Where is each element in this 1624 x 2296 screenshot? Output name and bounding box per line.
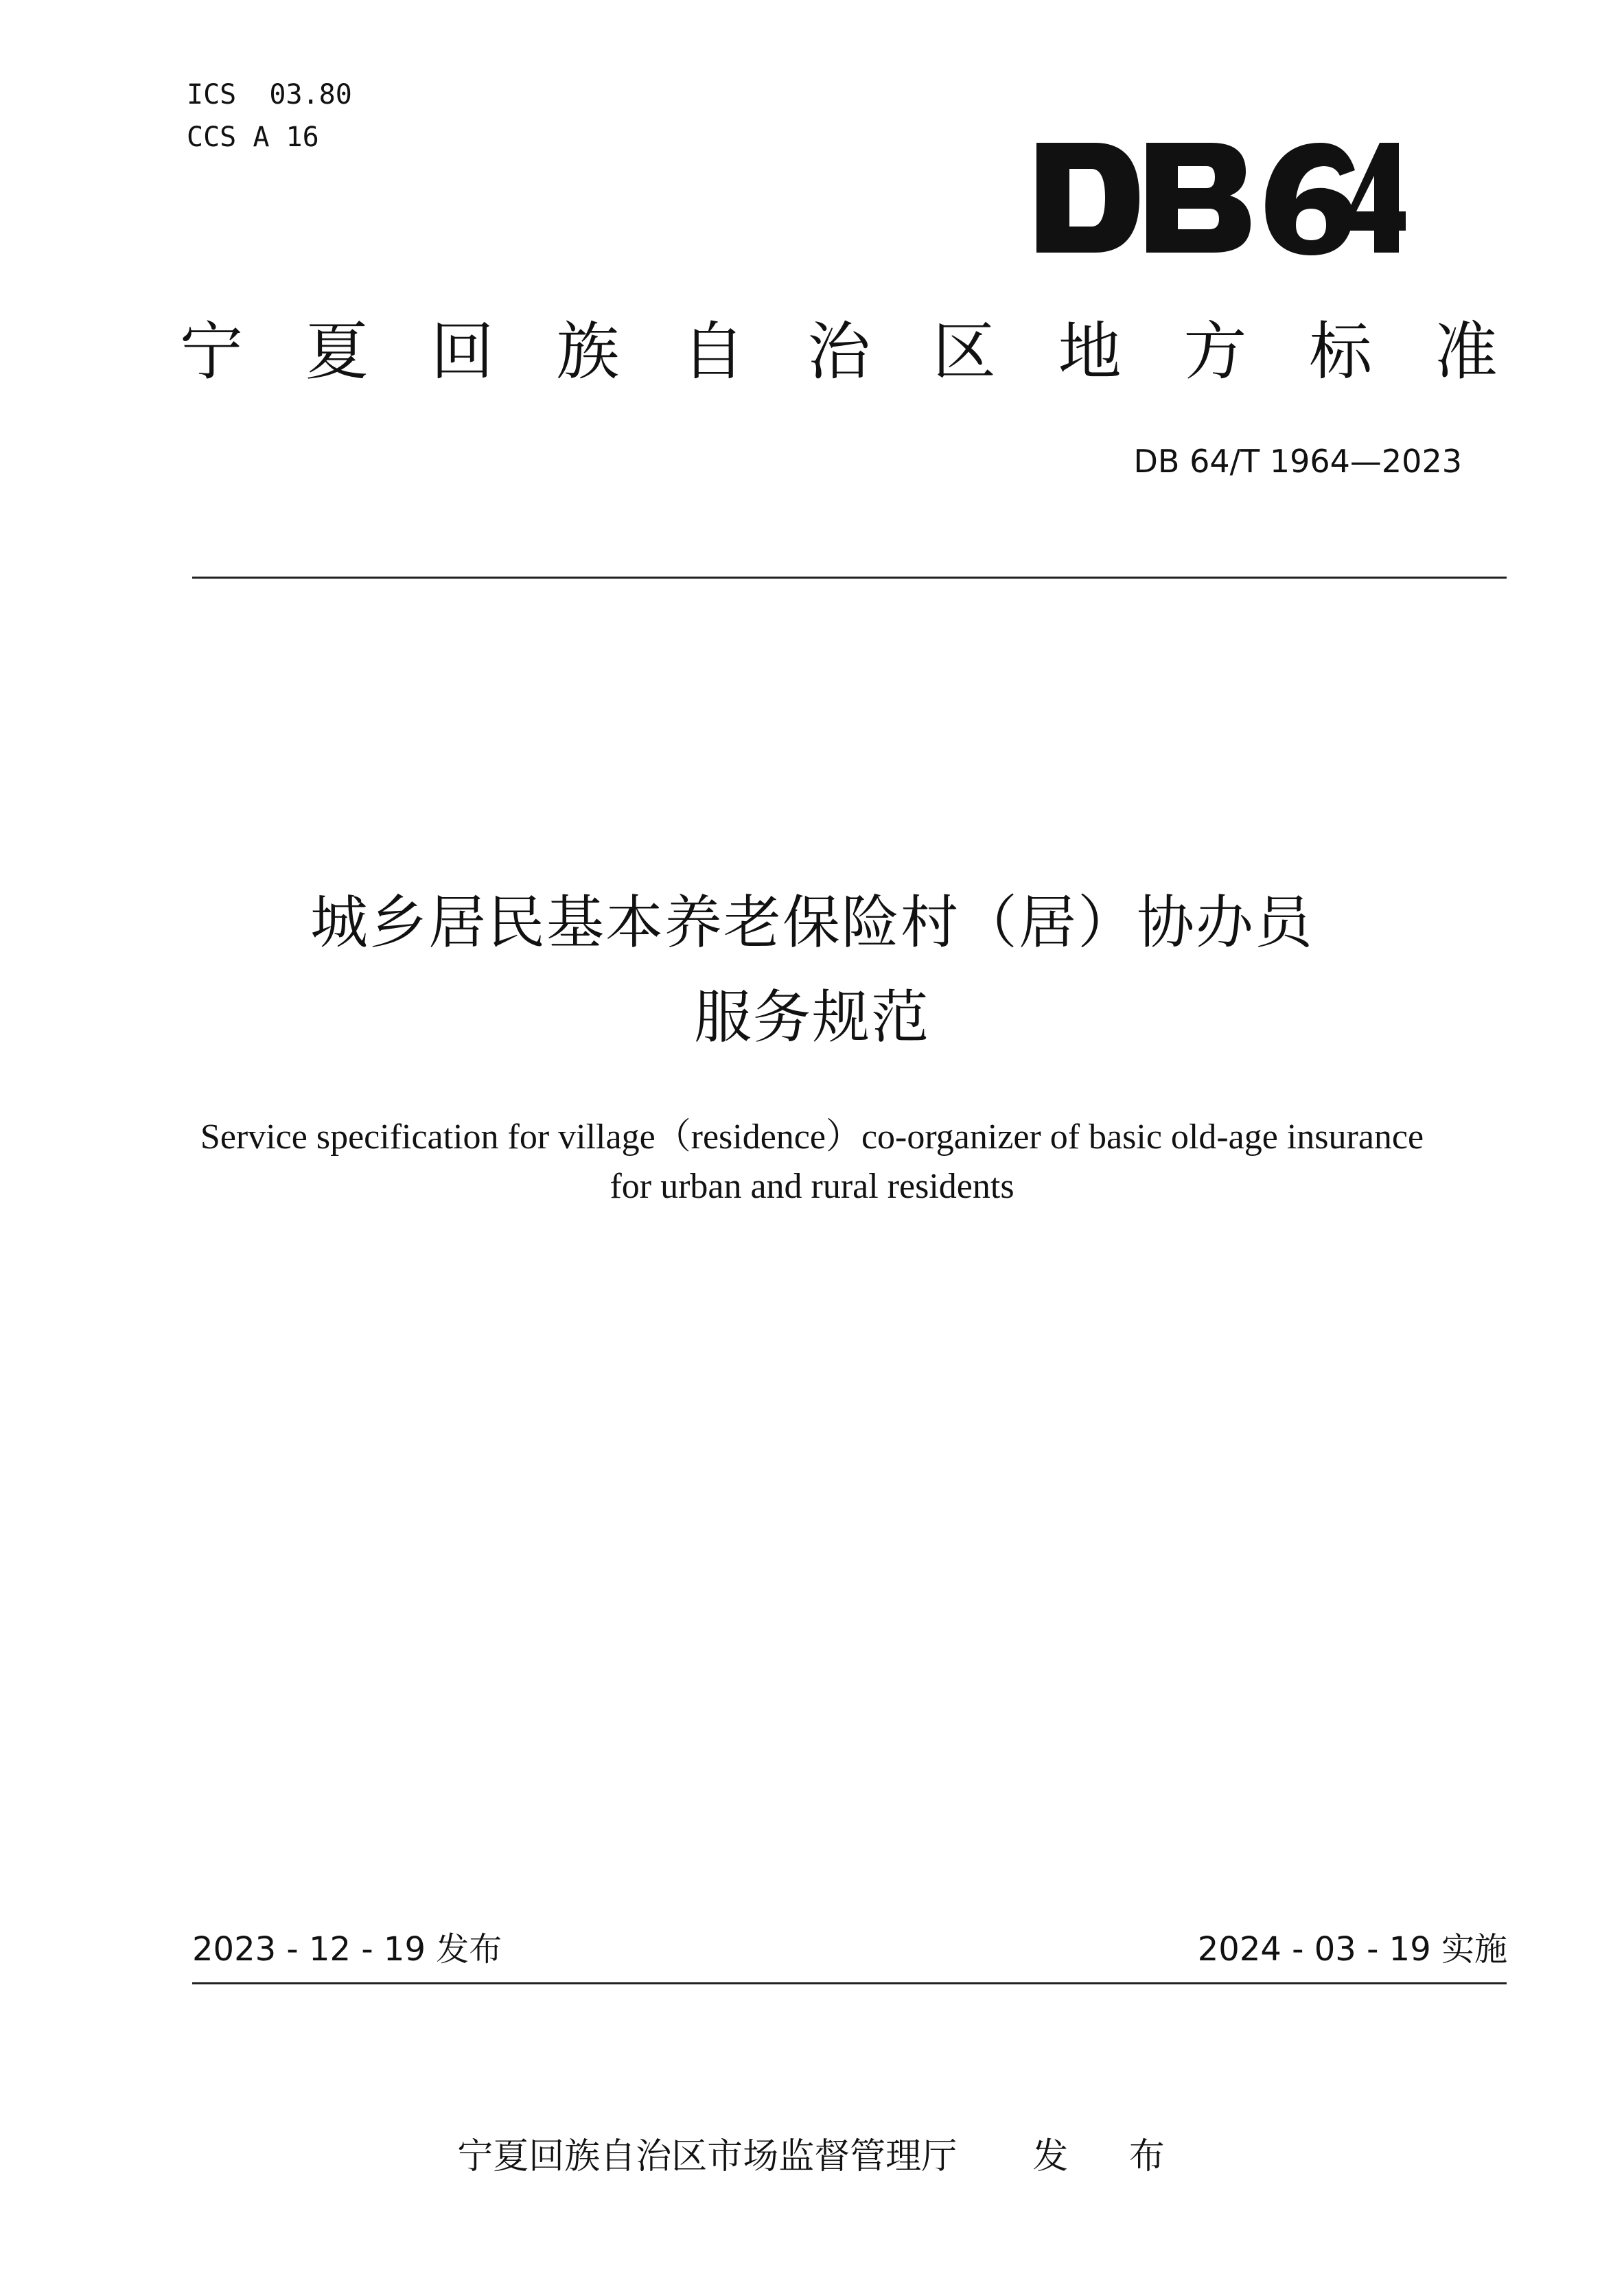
standard-type-char: 回 (430, 315, 494, 389)
publisher-line (0, 2091, 1624, 2179)
title-zh-line-1: 城乡居民基本养老保险村（居）协办员 (310, 889, 1314, 956)
standard-type-char: 区 (932, 315, 996, 389)
standard-type-char: 方 (1183, 315, 1247, 389)
publisher-name: 宁夏回族自治区市场监督管理厅 (457, 2136, 958, 2177)
standard-type-char: 治 (807, 315, 870, 389)
title-en-line-1: Service specification for village（residence）co-organizer of basic old-age insurance (200, 1117, 1424, 1157)
publish-action: 发 布 (1032, 2136, 1190, 2177)
ics-code: ICS 03.80 (187, 79, 352, 111)
issue-date: 2023 - 12 - 19 发布 (192, 1930, 502, 1969)
title-zh-line-2: 服务规范 (693, 984, 930, 1051)
standard-type-char: 族 (556, 315, 620, 389)
header-divider (192, 577, 1507, 579)
date-divider (192, 1982, 1507, 1984)
standard-type-char: 夏 (305, 315, 369, 389)
ccs-code: CCS A 16 (187, 121, 319, 153)
standard-type-char: 标 (1309, 315, 1373, 389)
db64-logo-icon (1030, 122, 1414, 270)
standard-type-char: 地 (1058, 315, 1122, 389)
title-en-line-2: for urban and rural residents (610, 1167, 1014, 1206)
standard-number: DB 64/T 1964—2023 (1133, 443, 1462, 480)
standard-type-heading (180, 314, 1498, 390)
standard-type-char: 宁 (180, 315, 244, 389)
standard-type-char: 自 (682, 315, 745, 389)
implementation-date: 2024 - 03 - 19 实施 (1197, 1930, 1507, 1969)
standard-type-char: 准 (1434, 315, 1498, 389)
